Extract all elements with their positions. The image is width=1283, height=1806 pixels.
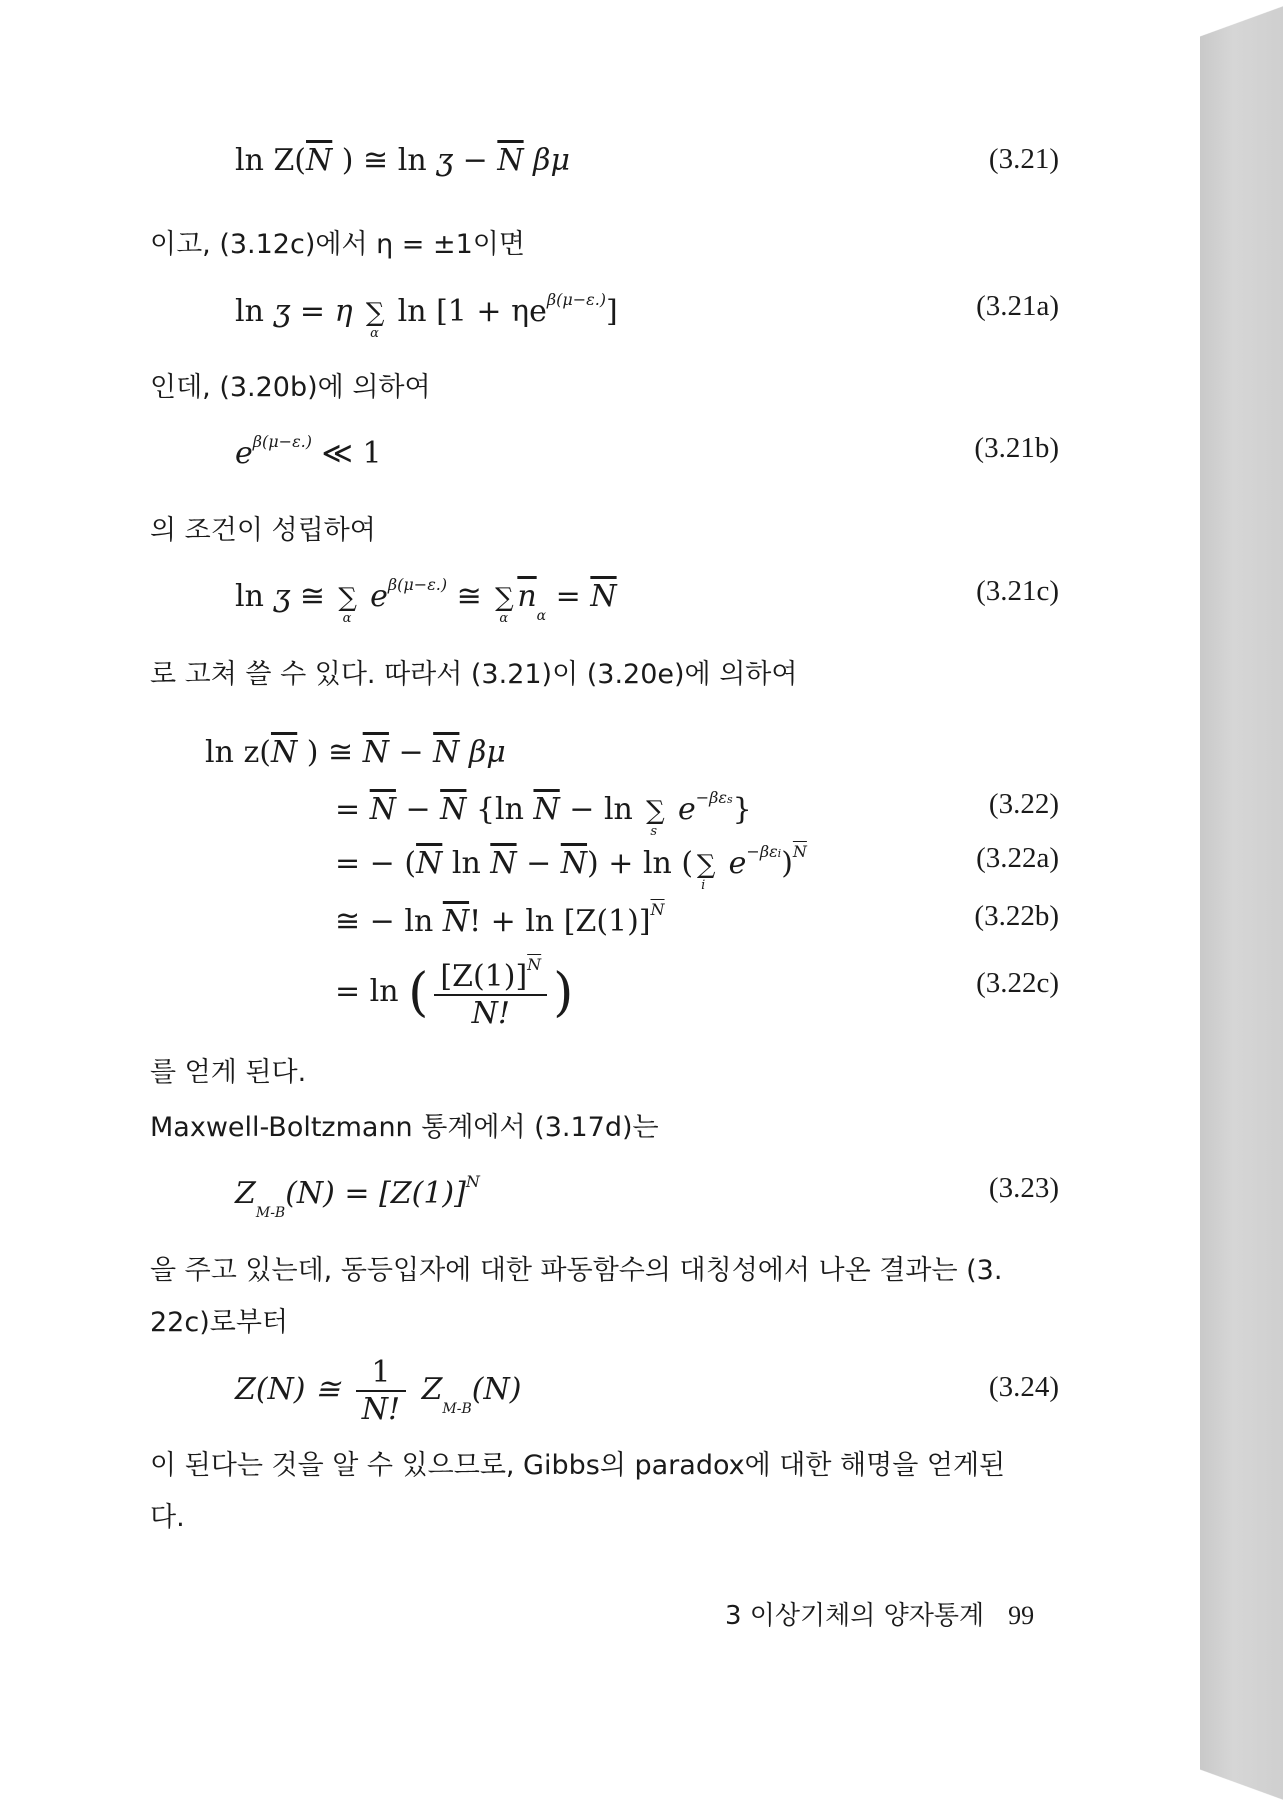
equation-number: (3.21): [988, 143, 1059, 175]
equation-3-21b: [0, 432, 1200, 480]
summation-sign: ∑ α: [365, 298, 385, 341]
book-corner-bottom: [1200, 1756, 1283, 1806]
paragraph-line: Maxwell-Boltzmann 통계에서 (3.17d)는: [150, 1112, 659, 1143]
equation-number: (3.22b): [974, 900, 1059, 932]
summation-sign: ∑ i: [696, 850, 716, 893]
book-corner-top: [1200, 0, 1283, 50]
equation-3-22-line0: [0, 735, 1200, 783]
equation-3-22a: [0, 842, 1200, 893]
equation-body: = ln ( $\frac{[Z(1)]^{\overline{N}}}{N!}$ ): [335, 955, 574, 1031]
paragraph-line: 인데, (3.20b)에 의하여: [150, 372, 431, 403]
paragraph-line: 이고, (3.12c)에서 η = ±1이면: [150, 229, 525, 260]
paragraph-line: 이 된다는 것을 알 수 있으므로, Gibbs의 paradox에 대한 해명을 얻게된: [150, 1450, 1006, 1481]
equation-body: ln ʒ = η ∑ α $\ln [1 + \eta e^{\beta(\mu-\varepsilon.)}]$: [235, 290, 618, 341]
equation-3-22c: [0, 955, 1200, 1031]
equation-body: = $\overline{N} - \overline{N}$ {ln $\overline{N} - \ln$ ∑ s $e^{-\beta\varepsilon s}$}: [335, 788, 752, 839]
summation-sign: ∑ s: [646, 796, 665, 839]
summation-sign: ∑ α: [495, 583, 514, 626]
page-number: 99: [1008, 1601, 1035, 1630]
equation-number: (3.22c): [976, 967, 1059, 999]
fraction: $\frac{1}{N!}$: [356, 1355, 406, 1427]
equation-3-22b: [0, 900, 1200, 948]
equation-body: $\ln Z(\overline{N}$ ) ≅ ln ʒ − $\overline{N}$ βμ: [235, 143, 570, 178]
paragraph-line: 로 고쳐 쓸 수 있다. 따라서 (3.21)이 (3.20e)에 의하여: [150, 659, 798, 690]
paragraph-line: 를 얻게 된다.: [150, 1057, 307, 1088]
summation-sign: ∑ α: [338, 583, 357, 626]
equation-3-21c: [0, 575, 1200, 626]
equation-number: (3.21b): [974, 432, 1059, 464]
equation-3-24: [0, 1355, 1200, 1425]
equation-body: ≅ − $\ln \overline{N}$! + $\ln [Z(1)]^{\overline{N}}$: [335, 900, 665, 939]
book-spine-edge: [1200, 0, 1283, 1806]
equation-body: ln ʒ ≅ ∑ α $e^{\beta(\mu-\varepsilon.)}$ ≅ ∑ α $\overline{n}_\alpha = \overline{N}$: [235, 575, 617, 626]
equation-3-21: [0, 143, 1200, 191]
equation-body: $\ln z(\overline{N}$ ) ≅ $\overline{N} - \overline{N}$ βμ: [205, 735, 506, 770]
paragraph-line: 다.: [150, 1502, 185, 1533]
paragraph-line: 22c)로부터: [150, 1307, 288, 1338]
equation-number: (3.23): [988, 1172, 1059, 1204]
equation-number: (3.21a): [976, 290, 1059, 322]
paragraph-line: 을 주고 있는데, 동등입자에 대한 파동함수의 대칭성에서 나온 결과는 (3.: [150, 1255, 1003, 1286]
equation-body: = − ($\overline{N}$ $\ln \overline{N} - \overline{N}) + \ln$ ( ∑ i $e^{-\beta\varepsilon i})^{\overline{N}}$: [335, 842, 807, 893]
equation-number: (3.22a): [976, 842, 1059, 874]
equation-number: (3.21c): [976, 575, 1059, 607]
paragraph-line: 의 조건이 성립하여: [150, 515, 376, 546]
page-footer: [725, 1595, 1034, 1632]
equation-number: (3.24): [988, 1371, 1059, 1403]
fraction: $\frac{[Z(1)]^{\overline{N}}}{N!}$: [434, 955, 547, 1031]
equation-3-22: [0, 788, 1200, 839]
equation-body: Z(N) ≅ $\frac{1}{N!}$ $Z_{M-B}(N)$: [235, 1355, 522, 1427]
equation-3-21a: [0, 290, 1200, 341]
equation-number: (3.22): [988, 788, 1059, 820]
chapter-title: 3 이상기체의 양자통계: [725, 1601, 985, 1631]
equation-body: $e^{\beta(\mu-\varepsilon.)}$ ≪ 1: [235, 432, 382, 471]
equation-body: $Z_{M-B}(N) = [Z(1)]^N$: [235, 1172, 480, 1221]
equation-3-23: [0, 1172, 1200, 1220]
